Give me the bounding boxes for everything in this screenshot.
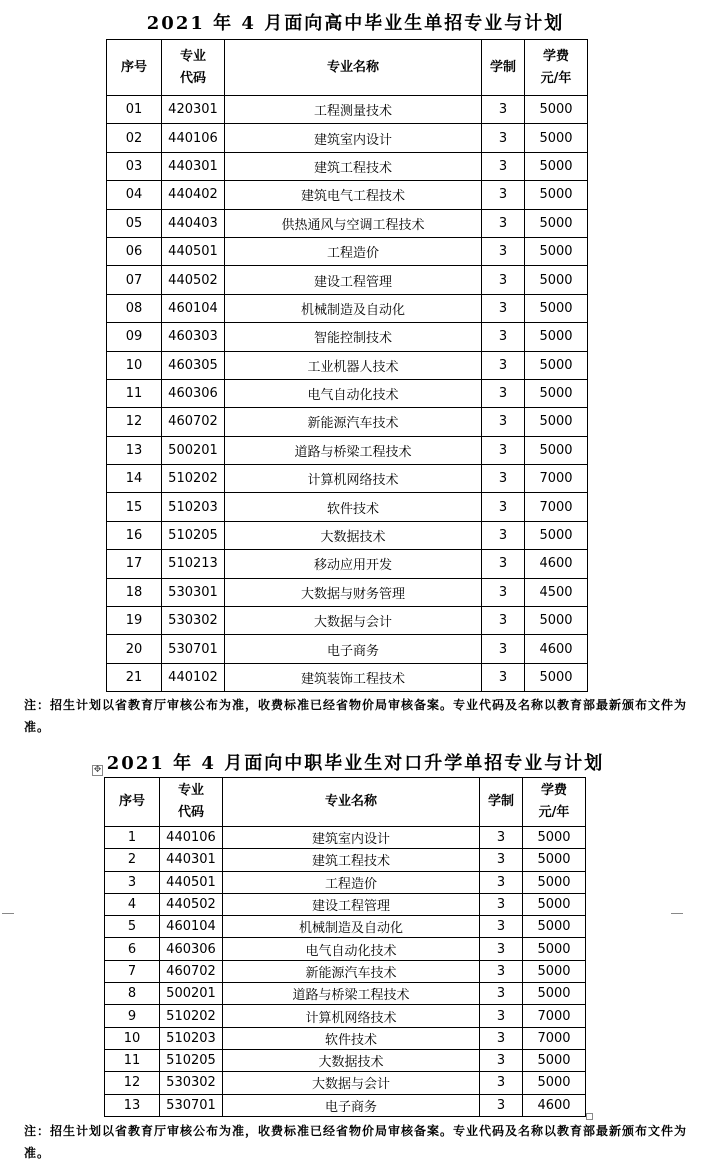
cell-fee: 4500 <box>525 578 588 606</box>
cell-fee: 4600 <box>525 550 588 578</box>
cell-name: 电子商务 <box>225 635 482 663</box>
cell-fee: 5000 <box>525 323 588 351</box>
cell-name: 电气自动化技术 <box>225 379 482 407</box>
cell-name: 供热通风与空调工程技术 <box>225 209 482 237</box>
cell-code: 460702 <box>162 408 225 436</box>
cell-seq: 1 <box>105 827 160 849</box>
cell-code: 440501 <box>160 871 223 893</box>
cell-fee: 5000 <box>523 983 586 1005</box>
cell-code: 460305 <box>162 351 225 379</box>
cell-seq: 2 <box>105 849 160 871</box>
cell-years: 3 <box>480 1094 523 1116</box>
cell-fee: 5000 <box>525 266 588 294</box>
cell-name: 建设工程管理 <box>223 893 480 915</box>
cell-fee: 5000 <box>523 1072 586 1094</box>
header-seq: 序号 <box>107 40 162 96</box>
cell-seq: 03 <box>107 152 162 180</box>
cell-code: 500201 <box>162 436 225 464</box>
cell-seq: 04 <box>107 181 162 209</box>
cell-seq: 6 <box>105 938 160 960</box>
cell-code: 530701 <box>162 635 225 663</box>
cell-name: 软件技术 <box>223 1027 480 1049</box>
table-row <box>107 96 588 124</box>
header-code <box>160 778 223 827</box>
cell-years: 3 <box>482 351 525 379</box>
cell-seq: 7 <box>105 960 160 982</box>
cell-name: 电子商务 <box>223 1094 480 1116</box>
cell-seq: 9 <box>105 1005 160 1027</box>
cell-years: 3 <box>482 294 525 322</box>
cell-fee: 5000 <box>525 436 588 464</box>
cell-code: 460104 <box>162 294 225 322</box>
table-row <box>107 521 588 549</box>
cell-name: 新能源汽车技术 <box>225 408 482 436</box>
table-row <box>105 983 586 1005</box>
cell-code: 510202 <box>160 1005 223 1027</box>
cell-fee: 5000 <box>523 1049 586 1071</box>
table-row <box>107 351 588 379</box>
table-row <box>105 1005 586 1027</box>
cell-name: 建设工程管理 <box>225 266 482 294</box>
cell-years: 3 <box>480 893 523 915</box>
table-row <box>105 1072 586 1094</box>
table-row <box>105 1027 586 1049</box>
right-margin-mark <box>671 913 683 914</box>
header-name: 专业名称 <box>223 778 480 827</box>
move-icon[interactable]: ✥ <box>93 765 102 775</box>
cell-code: 440402 <box>162 181 225 209</box>
table-row <box>105 916 586 938</box>
cell-fee: 5000 <box>525 521 588 549</box>
header-fee <box>525 40 588 96</box>
cell-code: 440301 <box>162 152 225 180</box>
header-fee <box>523 778 586 827</box>
cell-years: 3 <box>482 578 525 606</box>
cell-name: 大数据技术 <box>225 521 482 549</box>
cell-years: 3 <box>482 465 525 493</box>
cell-fee: 5000 <box>525 351 588 379</box>
cell-code: 440106 <box>160 827 223 849</box>
cell-fee: 7000 <box>523 1005 586 1027</box>
cell-years: 3 <box>480 1027 523 1049</box>
cell-fee: 5000 <box>525 209 588 237</box>
cell-name: 工程造价 <box>225 237 482 265</box>
cell-name: 电气自动化技术 <box>223 938 480 960</box>
cell-name: 机械制造及自动化 <box>223 916 480 938</box>
cell-code: 460104 <box>160 916 223 938</box>
cell-code: 510213 <box>162 550 225 578</box>
cell-name: 建筑电气工程技术 <box>225 181 482 209</box>
cell-fee: 5000 <box>525 294 588 322</box>
cell-fee: 5000 <box>525 607 588 635</box>
cell-seq: 11 <box>107 379 162 407</box>
header-name: 专业名称 <box>225 40 482 96</box>
table-row <box>107 124 588 152</box>
cell-seq: 01 <box>107 96 162 124</box>
cell-code: 530302 <box>162 607 225 635</box>
cell-name: 软件技术 <box>225 493 482 521</box>
cell-fee: 5000 <box>525 408 588 436</box>
cell-code: 460306 <box>160 938 223 960</box>
cell-fee: 4600 <box>523 1094 586 1116</box>
section1-title: 2021 年 4 月面向高中毕业生单招专业与计划 <box>146 13 565 34</box>
cell-years: 3 <box>480 849 523 871</box>
cell-seq: 16 <box>107 521 162 549</box>
cell-seq: 3 <box>105 871 160 893</box>
cell-code: 530701 <box>160 1094 223 1116</box>
cell-code: 510205 <box>162 521 225 549</box>
cell-code: 530302 <box>160 1072 223 1094</box>
cell-years: 3 <box>482 521 525 549</box>
table-row <box>105 893 586 915</box>
cell-code: 500201 <box>160 983 223 1005</box>
table-body <box>105 827 586 1117</box>
header-fee-line2: 元/年 <box>538 805 570 820</box>
cell-years: 3 <box>482 237 525 265</box>
cell-seq: 08 <box>107 294 162 322</box>
cell-code: 460702 <box>160 960 223 982</box>
table-row <box>105 849 586 871</box>
table-row <box>107 436 588 464</box>
table-row <box>107 152 588 180</box>
table-row <box>107 663 588 691</box>
cell-years: 3 <box>482 408 525 436</box>
cell-code: 440502 <box>160 893 223 915</box>
cell-seq: 13 <box>107 436 162 464</box>
table-row <box>107 578 588 606</box>
cell-fee: 5000 <box>525 96 588 124</box>
cell-seq: 20 <box>107 635 162 663</box>
cell-seq: 18 <box>107 578 162 606</box>
table-row <box>107 465 588 493</box>
cell-fee: 5000 <box>525 663 588 691</box>
table-row <box>105 871 586 893</box>
header-code-line1: 专业 <box>177 783 204 798</box>
cell-years: 3 <box>480 1049 523 1071</box>
left-margin-mark <box>2 913 14 914</box>
table-row <box>105 960 586 982</box>
cell-years: 3 <box>480 960 523 982</box>
cell-years: 3 <box>482 436 525 464</box>
cell-seq: 17 <box>107 550 162 578</box>
cell-years: 3 <box>482 550 525 578</box>
cell-fee: 5000 <box>525 181 588 209</box>
table-resize-handle[interactable] <box>586 1113 593 1120</box>
cell-fee: 7000 <box>525 465 588 493</box>
cell-name: 大数据技术 <box>223 1049 480 1071</box>
cell-code: 460303 <box>162 323 225 351</box>
cell-years: 3 <box>482 266 525 294</box>
cell-years: 3 <box>480 871 523 893</box>
header-code-line2: 代码 <box>177 805 204 820</box>
cell-name: 计算机网络技术 <box>225 465 482 493</box>
cell-name: 智能控制技术 <box>225 323 482 351</box>
table-row <box>105 1049 586 1071</box>
table-header-row <box>107 40 588 96</box>
cell-name: 建筑室内设计 <box>223 827 480 849</box>
cell-fee: 5000 <box>523 893 586 915</box>
table-row <box>105 827 586 849</box>
cell-years: 3 <box>480 938 523 960</box>
cell-seq: 8 <box>105 983 160 1005</box>
cell-seq: 10 <box>105 1027 160 1049</box>
cell-fee: 5000 <box>525 152 588 180</box>
cell-code: 420301 <box>162 96 225 124</box>
cell-years: 3 <box>482 663 525 691</box>
cell-seq: 05 <box>107 209 162 237</box>
cell-fee: 7000 <box>523 1027 586 1049</box>
cell-fee: 7000 <box>525 493 588 521</box>
cell-name: 建筑室内设计 <box>225 124 482 152</box>
cell-code: 440102 <box>162 663 225 691</box>
cell-years: 3 <box>482 635 525 663</box>
cell-name: 道路与桥梁工程技术 <box>225 436 482 464</box>
cell-seq: 12 <box>105 1072 160 1094</box>
table-header-row <box>105 778 586 827</box>
cell-seq: 09 <box>107 323 162 351</box>
header-fee-line1: 学费 <box>540 783 567 798</box>
cell-seq: 14 <box>107 465 162 493</box>
cell-years: 3 <box>482 96 525 124</box>
cell-name: 建筑装饰工程技术 <box>225 663 482 691</box>
cell-code: 510203 <box>160 1027 223 1049</box>
table-row <box>107 635 588 663</box>
cell-fee: 5000 <box>523 827 586 849</box>
header-code <box>162 40 225 96</box>
section2-note: 注：招生计划以省教育厅审核公布为准，收费标准已经省物价局审核备案。专业代码及名称以教育部最新颁布文件为准。 <box>24 1124 688 1160</box>
header-fee-line1: 学费 <box>542 48 569 64</box>
cell-code: 440501 <box>162 237 225 265</box>
table-row <box>105 938 586 960</box>
cell-fee: 5000 <box>525 237 588 265</box>
cell-fee: 5000 <box>523 916 586 938</box>
cell-code: 510203 <box>162 493 225 521</box>
cell-fee: 5000 <box>525 379 588 407</box>
cell-name: 大数据与会计 <box>225 607 482 635</box>
cell-years: 3 <box>482 124 525 152</box>
table-row <box>107 237 588 265</box>
cell-code: 510202 <box>162 465 225 493</box>
cell-seq: 21 <box>107 663 162 691</box>
cell-seq: 02 <box>107 124 162 152</box>
cell-name: 新能源汽车技术 <box>223 960 480 982</box>
cell-name: 大数据与会计 <box>223 1072 480 1094</box>
cell-seq: 06 <box>107 237 162 265</box>
cell-years: 3 <box>482 379 525 407</box>
cell-name: 大数据与财务管理 <box>225 578 482 606</box>
cell-code: 440502 <box>162 266 225 294</box>
header-code-line2: 代码 <box>179 70 206 86</box>
cell-name: 道路与桥梁工程技术 <box>223 983 480 1005</box>
cell-seq: 5 <box>105 916 160 938</box>
header-code-line1: 专业 <box>179 48 206 64</box>
table-row <box>107 493 588 521</box>
table-row <box>107 323 588 351</box>
cell-seq: 4 <box>105 893 160 915</box>
cell-code: 440301 <box>160 849 223 871</box>
cell-name: 机械制造及自动化 <box>225 294 482 322</box>
cell-fee: 5000 <box>525 124 588 152</box>
cell-fee: 5000 <box>523 871 586 893</box>
cell-fee: 5000 <box>523 849 586 871</box>
table-row <box>107 379 588 407</box>
cell-years: 3 <box>482 181 525 209</box>
section1-note: 注：招生计划以省教育厅审核公布为准，收费标准已经省物价局审核备案。专业代码及名称以教育部最新颁布文件为准。 <box>24 698 688 734</box>
table-row <box>107 266 588 294</box>
table-row <box>105 1094 586 1116</box>
cell-name: 建筑工程技术 <box>223 849 480 871</box>
cell-years: 3 <box>480 1072 523 1094</box>
cell-seq: 15 <box>107 493 162 521</box>
table-body <box>107 96 588 692</box>
header-fee-line2: 元/年 <box>540 70 572 86</box>
cell-seq: 11 <box>105 1049 160 1071</box>
header-years: 学制 <box>482 40 525 96</box>
header-seq: 序号 <box>105 778 160 827</box>
cell-years: 3 <box>480 916 523 938</box>
table-row <box>107 550 588 578</box>
cell-name: 工程造价 <box>223 871 480 893</box>
cell-name: 移动应用开发 <box>225 550 482 578</box>
table-row <box>107 181 588 209</box>
cell-fee: 4600 <box>525 635 588 663</box>
cell-seq: 12 <box>107 408 162 436</box>
cell-code: 530301 <box>162 578 225 606</box>
cell-years: 3 <box>482 152 525 180</box>
cell-seq: 07 <box>107 266 162 294</box>
table-row <box>107 209 588 237</box>
cell-name: 工业机器人技术 <box>225 351 482 379</box>
cell-code: 440403 <box>162 209 225 237</box>
cell-years: 3 <box>480 827 523 849</box>
cell-seq: 19 <box>107 607 162 635</box>
cell-seq: 10 <box>107 351 162 379</box>
table-row <box>107 294 588 322</box>
high-school-majors-table <box>106 39 588 692</box>
cell-years: 3 <box>482 323 525 351</box>
vocational-majors-table <box>104 777 586 1117</box>
cell-name: 建筑工程技术 <box>225 152 482 180</box>
cell-fee: 5000 <box>523 938 586 960</box>
cell-years: 3 <box>480 983 523 1005</box>
cell-code: 510205 <box>160 1049 223 1071</box>
cell-seq: 13 <box>105 1094 160 1116</box>
table-row <box>107 607 588 635</box>
cell-years: 3 <box>482 209 525 237</box>
cell-fee: 5000 <box>523 960 586 982</box>
cell-name: 工程测量技术 <box>225 96 482 124</box>
cell-name: 计算机网络技术 <box>223 1005 480 1027</box>
table-row <box>107 408 588 436</box>
section2-title: 2021 年 4 月面向中职毕业生对口升学单招专业与计划 <box>106 753 605 774</box>
cell-code: 440106 <box>162 124 225 152</box>
cell-years: 3 <box>482 607 525 635</box>
header-years: 学制 <box>480 778 523 827</box>
cell-code: 460306 <box>162 379 225 407</box>
cell-years: 3 <box>482 493 525 521</box>
cell-years: 3 <box>480 1005 523 1027</box>
